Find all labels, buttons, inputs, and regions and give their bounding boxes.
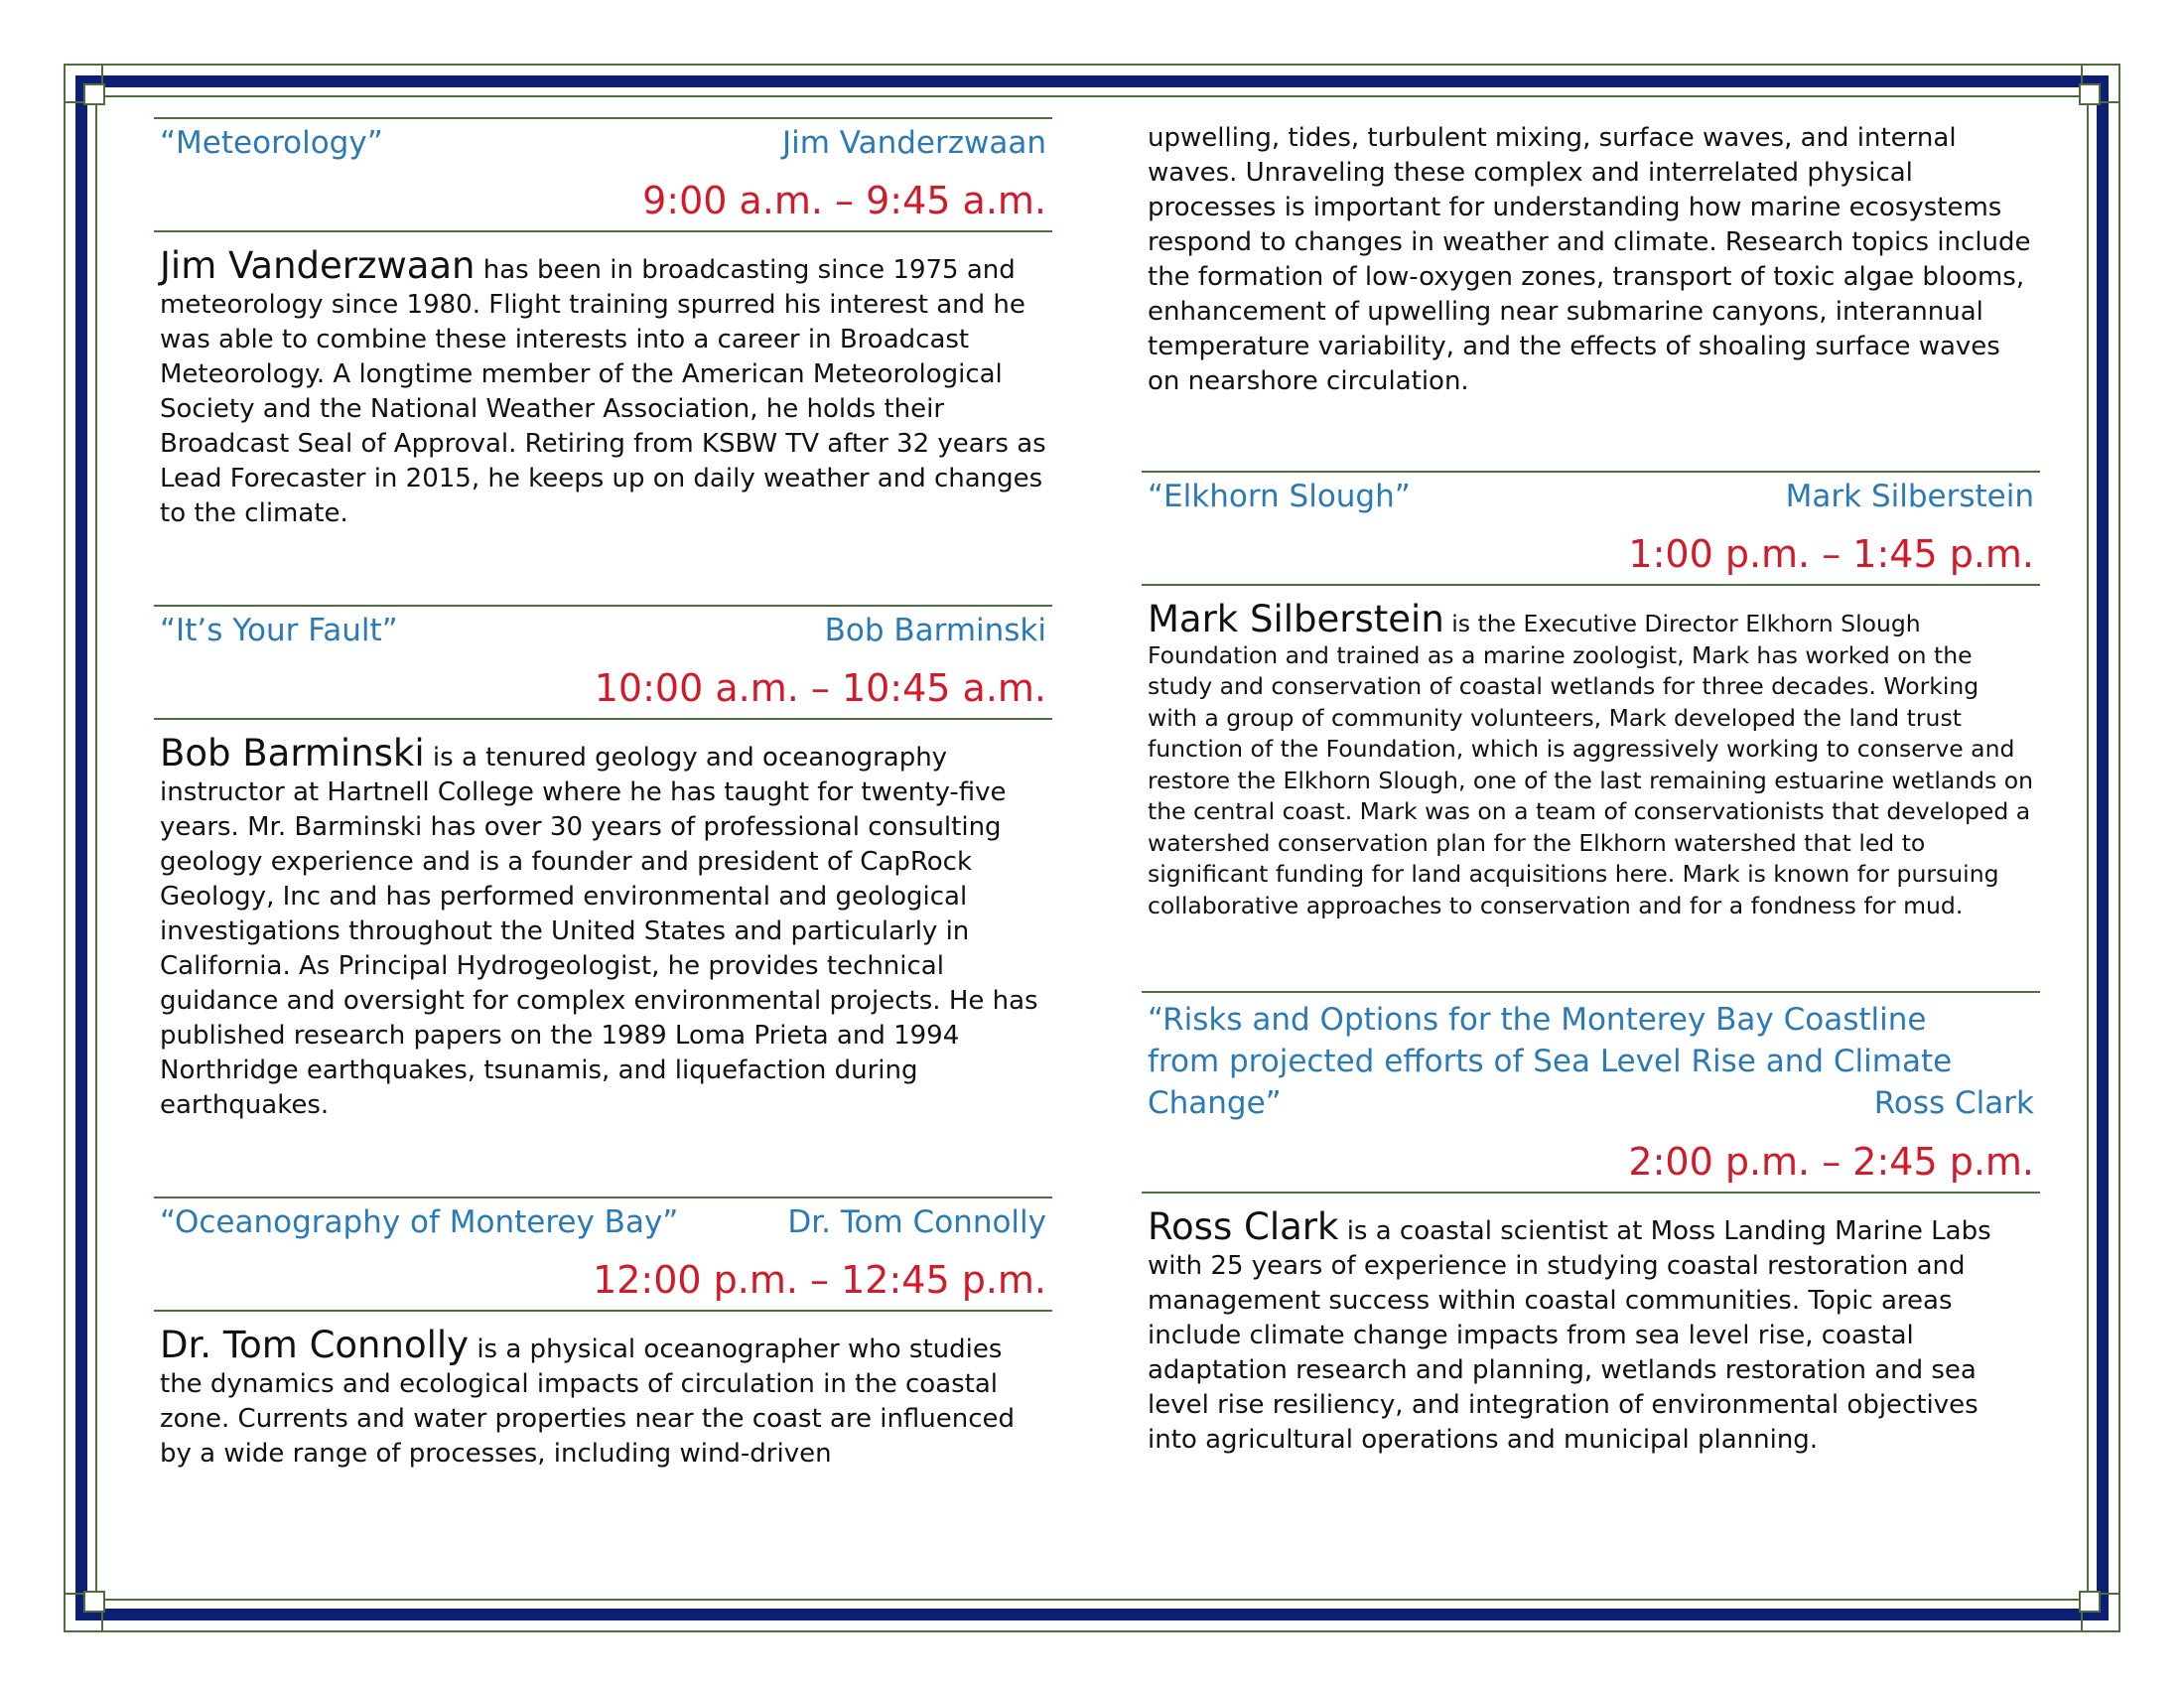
session-title-line: “Risks and Options for the Monterey Bay Coastline [1148,1002,1927,1038]
session-speaker: Ross Clark [1873,1085,2034,1121]
bio-name: Mark Silberstein [1148,598,1444,640]
session-speaker: Mark Silberstein [1785,479,2034,514]
session-speaker: Dr. Tom Connolly [787,1204,1046,1240]
corner-square [2079,1591,2101,1613]
session-elkhorn-slough [1142,471,2040,921]
session-header [154,607,1052,650]
session-speaker: Bob Barminski [824,613,1046,648]
session-title-line: Change” [1148,1085,1282,1121]
bio-name: Ross Clark [1148,1205,1339,1248]
bio-text: has been in broadcasting since 1975 and meteorology since 1980. Flight training spurred his interest and he was able to combine these interests into a career in Broadcast Meteorology. A longtime member of the American Meteorological Society and the National Weather Association, he holds their Broadcast Seal of Approval. Retiring from KSBW TV after 32 years as Lead Forecaster in 2015, he keeps up on daily weather and changes to the climate. [160,255,1046,528]
speaker-bio [1142,1194,2040,1458]
session-title-last-row [1148,1082,2034,1124]
bio-name: Jim Vanderzwaan [160,244,476,287]
speaker-bio [154,232,1052,531]
session-oceanography [154,1196,1052,1472]
bio-text: is a tenured geology and oceanography instructor at Hartnell College where he has taught for twenty-five years. Mr. Barminski has over 30 years of professional consulting geology experience and is a founder and president of CapRock Geology, Inc and has performed environmental and geological investigations throughout the United States and particularly in California. As Principal Hydrogeologist, he provides technical guidance and oversight for complex environmental projects. He has published research papers on the 1989 Loma Prieta and 1994 Northridge earthquakes, tsunamis, and liquefaction during earthquakes. [160,743,1038,1120]
session-title: “Oceanography of Monterey Bay” [160,1204,679,1240]
session-header [154,119,1052,163]
session-title: “It’s Your Fault” [160,613,398,648]
session-time: 2:00 p.m. – 2:45 p.m. [1628,1140,2034,1184]
session-header [154,1198,1052,1242]
session-header [1142,993,2040,1124]
session-speaker: Jim Vanderzwaan [781,125,1046,161]
bio-name: Bob Barminski [160,732,425,774]
speaker-bio [1142,586,2040,921]
speaker-bio [154,1312,1052,1472]
corner-square [2079,83,2101,105]
bio-text: is a coastal scientist at Moss Landing Marine Labs with 25 years of experience in studying coastal restoration and management success within coastal communities. Topic areas include climate change impacts from sea level rise, coastal adaptation research and planning, wetlands restoration and sea level rise resiliency, and integration of environmental objectives into agricultural operations and municipal planning. [1148,1216,1991,1455]
left-column [154,117,1052,1472]
corner-square [83,83,105,105]
session-time: 10:00 a.m. – 10:45 a.m. [594,666,1046,710]
bio-text: is a physical oceanographer who studies the dynamics and ecological impacts of circulation in the coastal zone. Currents and water properties near the coast are influenced by a wide range of processes, including wind-driven [160,1335,1016,1469]
bio-continued: upwelling, tides, turbulent mixing, surface waves, and internal waves. Unraveling these complex and interrelated physical processes is important for understanding how marine ecosystems respond to changes in weather and climate. Research topics include the formation of low-oxygen zones, transport of toxic algae blooms, enhancement of upwelling near submarine canyons, interannual temperature variability, and the effects of shoaling surface waves on nearshore circulation. [1148,123,2031,396]
bio-name: Dr. Tom Connolly [160,1324,470,1366]
session-meteorology [154,117,1052,531]
right-column [1142,121,2040,1458]
session-title: “Elkhorn Slough” [1148,479,1411,514]
session-title-line: from projected efforts of Sea Level Rise and Climate [1148,1044,1953,1079]
session-time: 12:00 p.m. – 12:45 p.m. [593,1258,1046,1302]
session-time: 1:00 p.m. – 1:45 p.m. [1628,532,2034,576]
session-its-your-fault [154,605,1052,1123]
speaker-bio [154,720,1052,1123]
session-title: “Meteorology” [160,125,383,161]
session-sea-level-rise [1142,991,2040,1458]
session-header [1142,473,2040,516]
corner-square [83,1591,105,1613]
session-time: 9:00 a.m. – 9:45 a.m. [642,179,1046,222]
bio-text: is the Executive Director Elkhorn Slough Foundation and trained as a marine zoologist, Mark has worked on the study and conservation of coastal wetlands for three decades. Working with a group of community volunteers, Mark developed the land trust function of the Foundation, which is aggressively working to conserve and restore the Elkhorn Slough, one of the last remaining estuarine wetlands on the central coast. Mark was on a team of conservationists that developed a watershed conservation plan for the Elkhorn watershed that led to significant funding for land acquisitions here. Mark is known for pursuing collaborative approaches to conservation and for a fondness for mud. [1148,610,2034,919]
